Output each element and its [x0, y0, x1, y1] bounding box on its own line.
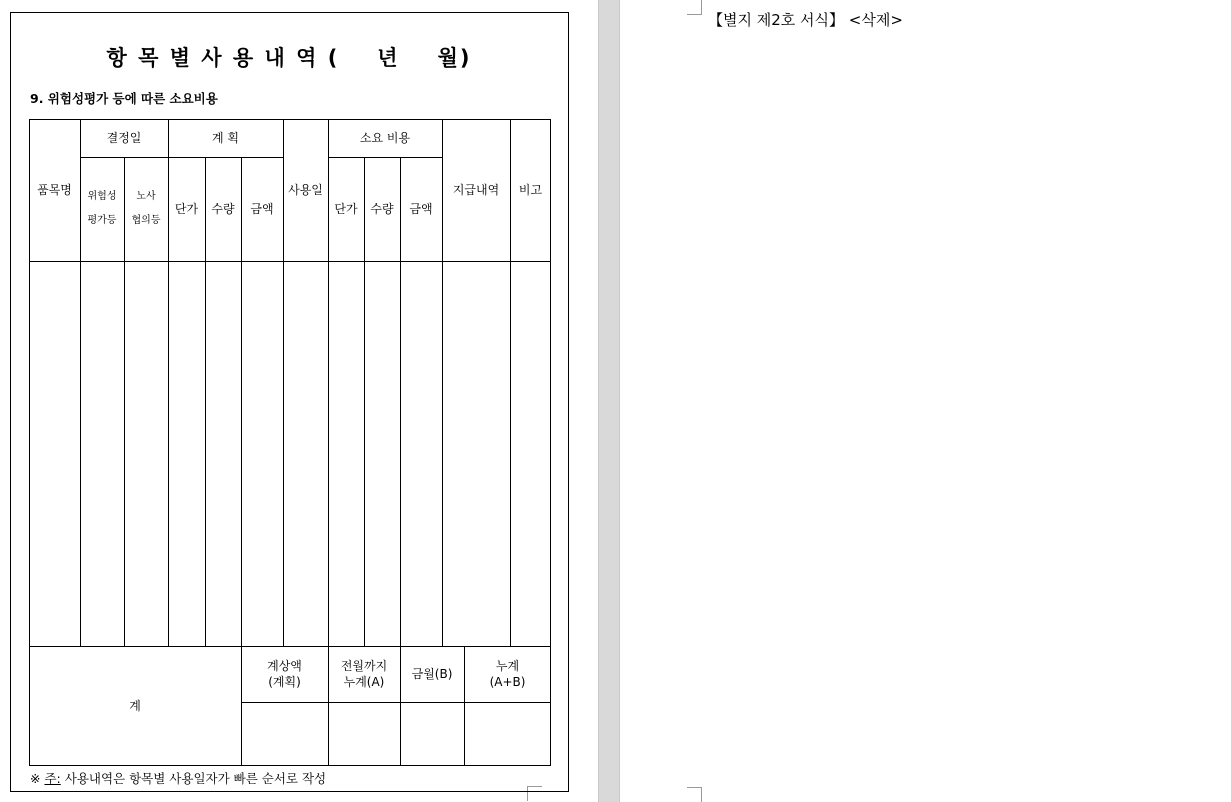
- prev-line2: 누계(A): [343, 675, 385, 689]
- title-year: 년: [377, 46, 400, 70]
- header-plan-unit-price: 단가: [174, 201, 199, 216]
- note-text: 사용내역은 항목별 사용일자가 빠른 순서로 작성: [64, 771, 327, 786]
- title-text: 항 목 별 사 용 내 역 (: [106, 46, 340, 70]
- labor-line2: 협의등: [131, 215, 161, 226]
- header-payment-details: 지급내역: [452, 182, 500, 197]
- header-item-name: 품목명: [37, 182, 72, 197]
- section-heading: 9. 위험성평가 등에 따른 소요비용: [30, 91, 218, 106]
- header-required-cost: 소요 비용: [359, 130, 411, 145]
- title-month: 월): [437, 46, 472, 70]
- note-mark: ※: [30, 771, 41, 786]
- cumulative-line1: 누계: [495, 658, 520, 673]
- summary-cumulative: [464, 646, 551, 702]
- header-decision-date: 결정일: [106, 130, 142, 145]
- summary-total-label: 계: [129, 698, 141, 713]
- header-use-date: 사용일: [288, 182, 323, 197]
- crop-mark: [687, 0, 702, 15]
- header-cost-quantity: 수량: [370, 201, 394, 216]
- booked-line1: 계상액: [267, 658, 302, 673]
- risk-assessment-line1: 위험성: [87, 191, 117, 202]
- cumulative-line2: (A+B): [489, 675, 526, 689]
- booked-line2: (계획): [268, 675, 301, 689]
- labor-line1: 노사: [136, 191, 156, 202]
- footnote: [30, 769, 326, 787]
- header-plan: 계 획: [212, 130, 239, 145]
- header-plan-amount: 금액: [250, 201, 274, 216]
- page-gutter: [598, 0, 620, 802]
- header-labor-consultation: [124, 157, 168, 261]
- right-page-title: 【별지 제2호 서식】 <삭제>: [708, 11, 903, 29]
- usage-table: [29, 119, 551, 766]
- form-title: [28, 42, 550, 72]
- right-page: [620, 0, 1231, 802]
- summary-booked-plan: [241, 646, 328, 702]
- summary-prev-cumulative: [328, 646, 400, 702]
- header-remarks: 비고: [518, 182, 543, 197]
- left-page: [0, 0, 598, 802]
- header-cost-unit-price: 단가: [334, 201, 358, 216]
- header-cost-amount: 금액: [409, 201, 433, 216]
- note-label: 주:: [44, 771, 61, 786]
- risk-assessment-line2: 평가등: [87, 215, 117, 226]
- prev-line1: 전월까지: [340, 658, 388, 673]
- summary-this-month: 금월(B): [411, 666, 453, 681]
- header-plan-quantity: 수량: [211, 201, 235, 216]
- crop-mark: [687, 787, 702, 802]
- header-risk-assessment: [80, 157, 124, 261]
